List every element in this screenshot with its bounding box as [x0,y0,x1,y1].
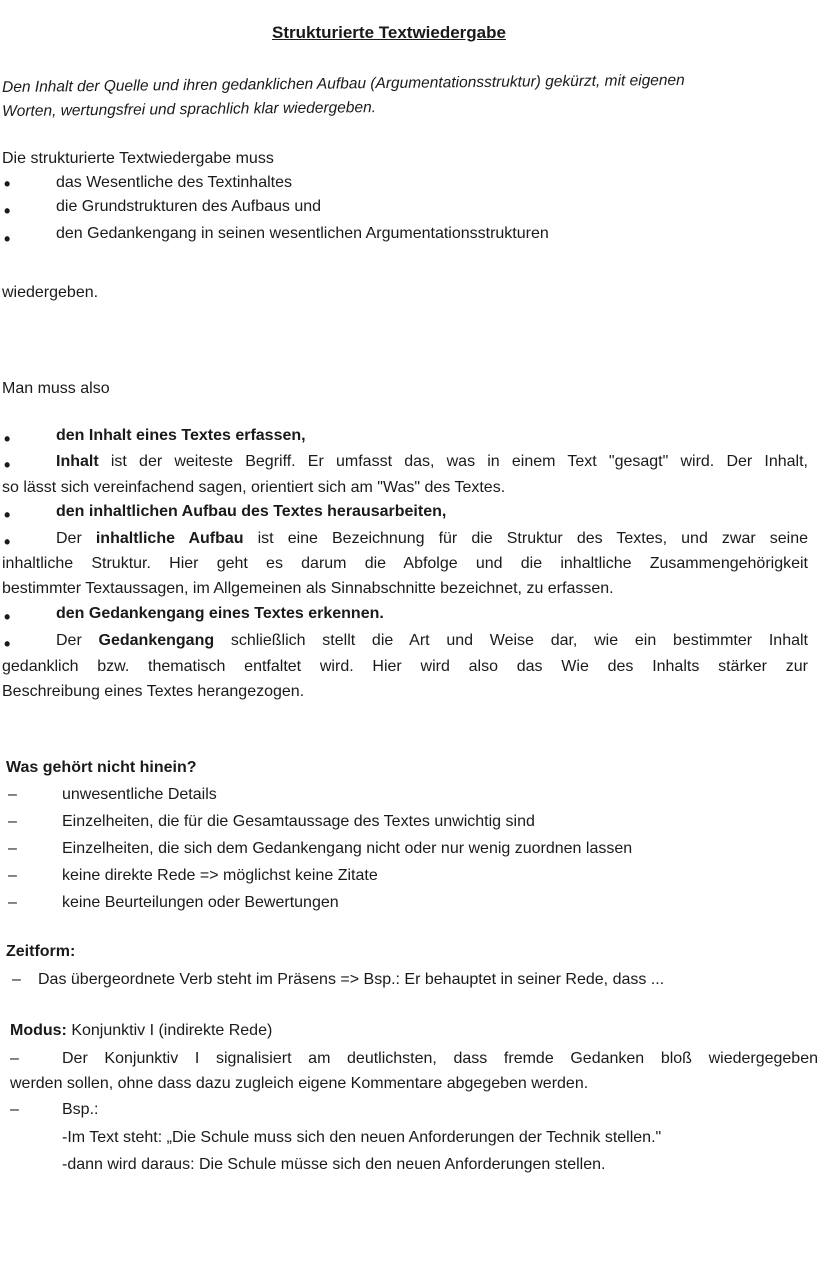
also-item-3-desc-line-2: gedanklich bzw. thematisch entfaltet wird. Hier wird also das Wie des Inhalts stärker zur [2,658,808,675]
must-item-3: den Gedankengang in seinen wesentlichen Argumentationsstrukturen [56,225,549,242]
also-lead: Man muss also [2,380,110,397]
bullet-marker: • [4,174,11,194]
bullet-marker: • [4,455,11,475]
must-lead: Die strukturierte Textwiedergabe muss [2,150,274,167]
must-item-2: die Grundstrukturen des Aufbaus und [56,198,322,215]
bullet-marker: • [4,634,11,654]
also-item-1-desc-line-1: Inhalt ist der weiteste Begriff. Er umfasst das, was in einem Text "gesagt" wird. Der Inhalt, [56,453,808,470]
dash-marker: – [8,813,17,830]
mood-example-2: -dann wird daraus: Die Schule müsse sich den neuen Anforderungen stellen. [62,1156,606,1173]
dash-marker: – [8,867,17,884]
also-item-3-desc-line-1: Der Gedankengang schließlich stellt die Art und Weise dar, wie ein bestimmter Inhalt [56,632,808,649]
mood-example-label: Bsp.: [62,1101,99,1118]
not-included-item-2: Einzelheiten, die für die Gesamtaussage des Textes unwichtig sind [62,813,535,830]
tense-item: Das übergeordnete Verb steht im Präsens => Bsp.: Er behauptet in seiner Rede, dass ... [38,971,665,988]
mood-heading: Modus: Konjunktiv I (indirekte Rede) [10,1022,273,1039]
bullet-marker: • [4,229,11,249]
bullet-marker: • [4,201,11,221]
must-item-1: das Wesentliche des Textinhaltes [56,174,292,191]
also-item-3-desc-line-3: Beschreibung eines Textes herangezogen. [2,683,305,700]
dash-marker: – [12,971,21,988]
intro-line-1: Den Inhalt der Quelle und ihren gedanklichen Aufbau (Argumentationsstruktur) gekürzt, mit eigenen [2,71,685,96]
also-item-2: den inhaltlichen Aufbau des Textes herausarbeiten, [56,503,447,520]
not-included-item-4: keine direkte Rede => möglichst keine Zitate [62,867,378,884]
bullet-marker: • [4,607,11,627]
not-included-item-1: unwesentliche Details [62,786,217,803]
term-inhalt: Inhalt [56,453,99,470]
tense-heading: Zeitform: [6,943,76,960]
mood-example-1: -Im Text steht: „Die Schule muss sich den neuen Anforderungen der Technik stellen." [62,1129,662,1146]
page-title: Strukturierte Textwiedergabe [272,23,506,42]
must-closing: wiedergeben. [2,284,99,301]
also-item-1: den Inhalt eines Textes erfassen, [56,427,306,444]
dash-marker: – [10,1050,19,1067]
mood-item-line-1: Der Konjunktiv I signalisiert am deutlichsten, dass fremde Gedanken bloß wiedergegeben [62,1050,818,1067]
dash-marker: – [8,840,17,857]
also-item-2-desc-line-1: Der inhaltliche Aufbau ist eine Bezeichnung für die Struktur des Textes, und zwar seine [56,530,809,547]
term-inhaltlicher-aufbau: inhaltliche Aufbau [95,530,244,547]
bullet-marker: • [4,429,11,449]
also-item-3: den Gedankengang eines Textes erkennen. [56,605,384,622]
also-item-1-desc-line-2: so lässt sich vereinfachend sagen, orientiert sich am "Was" des Textes. [2,479,506,496]
bullet-marker: • [4,532,11,552]
bullet-marker: • [4,505,11,525]
also-item-2-desc-line-3: bestimmter Textaussagen, im Allgemeinen als Sinnabschnitte bezeichnet, zu erfassen. [2,580,614,597]
dash-marker: – [10,1101,19,1118]
dash-marker: – [8,894,17,911]
not-included-item-3: Einzelheiten, die sich dem Gedankengang nicht oder nur wenig zuordnen lassen [62,840,633,857]
dash-marker: – [8,786,17,803]
not-included-item-5: keine Beurteilungen oder Bewertungen [62,894,339,911]
also-item-2-desc-line-2: inhaltliche Struktur. Hier geht es darum die Abfolge und die inhaltliche Zusammengehörigkeit [2,555,808,572]
mood-item-line-2: werden sollen, ohne dass dazu zugleich eigene Kommentare abgegeben werden. [10,1075,589,1092]
intro-line-2: Worten, wertungsfrei und sprachlich klar wiedergeben. [2,99,377,120]
term-gedankengang: Gedankengang [98,632,215,649]
not-included-heading: Was gehört nicht hinein? [6,759,197,776]
